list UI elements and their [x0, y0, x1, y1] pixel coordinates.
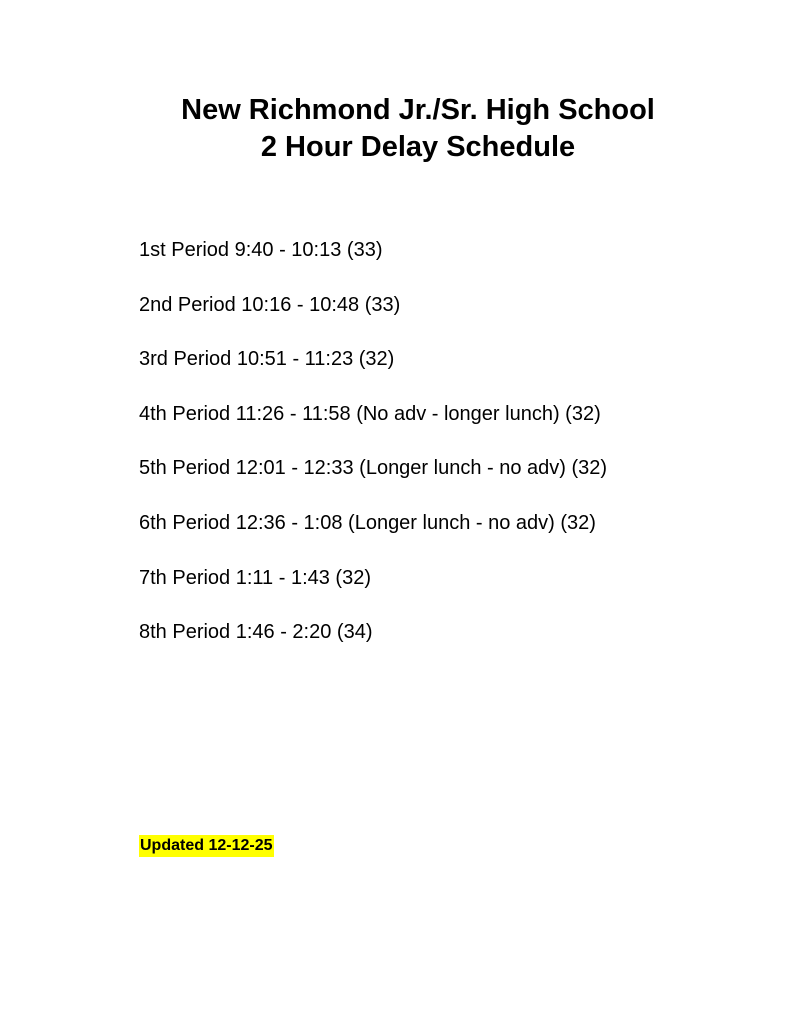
- period-schedule-list: [139, 235, 607, 672]
- period-4: 4th Period 11:26 - 11:58 (No adv - longer lunch) (32): [139, 402, 601, 425]
- document-title: [0, 92, 791, 166]
- period-8: 8th Period 1:46 - 2:20 (34): [139, 621, 373, 644]
- updated-date-note: Updated 12-12-25: [139, 835, 274, 857]
- period-7: 7th Period 1:11 - 1:43 (32): [139, 566, 371, 589]
- period-3: 3rd Period 10:51 - 11:23 (32): [139, 348, 395, 371]
- school-name-heading: New Richmond Jr./Sr. High School: [181, 94, 655, 126]
- period-1: 1st Period 9:40 - 10:13 (33): [139, 239, 383, 261]
- period-6: 6th Period 12:36 - 1:08 (Longer lunch - no adv) (32): [139, 511, 596, 534]
- period-2: 2nd Period 10:16 - 10:48 (33): [139, 293, 401, 316]
- period-5: 5th Period 12:01 - 12:33 (Longer lunch - no adv) (32): [139, 457, 608, 480]
- schedule-title-heading: 2 Hour Delay Schedule: [260, 131, 576, 163]
